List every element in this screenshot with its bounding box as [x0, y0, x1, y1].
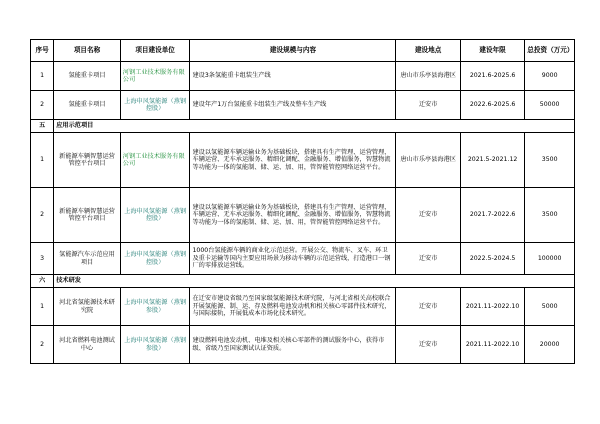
cell-name: 氢能重卡项目 [54, 91, 121, 120]
header-period: 建设年限 [460, 40, 524, 62]
cell-investment: 5000 [525, 288, 575, 326]
header-location: 建设地点 [396, 40, 460, 62]
cell-investment: 20000 [525, 326, 575, 364]
cell-period: 2021.7-2022.6 [460, 188, 524, 243]
table-row [31, 326, 575, 364]
cell-content: 建设以氢能源车辆运输业务为基础板块，搭建具有生产管理、运营管理、车辆运营、无车承运服务、精细化调配、金融服务、增值服务，智慧物流等功能为一体的氢能制、储、运、加、用，管智能管控网络运营平台。 [190, 188, 396, 243]
cell-unit: 上海申风氢能源（燕钢控股） [120, 188, 190, 243]
cell-no: 2 [31, 91, 54, 120]
cell-no: 1 [31, 133, 54, 188]
cell-period: 2021.5-2021.12 [460, 133, 524, 188]
cell-content: 1000台氢能源车辆的商业化示范运营。开展公交、物流车、叉车、环卫及重卡运输等国内主要应用场景为移动车辆的示范运营线，打造港口一钢厂的零排放运营线。 [190, 243, 396, 275]
header-investment: 总投资（万元） [525, 40, 575, 62]
cell-period: 2022.6-2025.6 [460, 91, 524, 120]
table-row [31, 243, 575, 275]
cell-period: 2021.11-2022.10 [460, 326, 524, 364]
cell-name: 新能源车辆智慧运营管控平台项目 [54, 133, 121, 188]
cell-content: 建设3条氢能重卡组装生产线 [190, 62, 396, 91]
cell-investment: 3500 [525, 188, 575, 243]
cell-name: 氢能源汽车示范应用项目 [54, 243, 121, 275]
cell-no: 1 [31, 62, 54, 91]
cell-content: 建设以氢能源车辆运输业务为基础板块，搭建具有生产管理、运营管理、车辆运营、无车承运服务、精细化调配、金融服务、增值服务，智慧物流等功能为一体的氢能制、储、运、加、用，管智能管控网络运营平台。 [190, 133, 396, 188]
cell-period: 2022.5-2024.5 [460, 243, 524, 275]
section-number: 五 [31, 120, 54, 133]
header-unit: 项目建设单位 [120, 40, 190, 62]
cell-name: 河北省氢能源技术研究院 [54, 288, 121, 326]
section-row [31, 275, 575, 288]
table-header-row [31, 40, 575, 62]
cell-investment: 9000 [525, 62, 575, 91]
cell-unit: 上海申风氢能源（燕钢控股） [120, 91, 190, 120]
cell-location: 唐山市乐亭县海港区 [396, 133, 460, 188]
cell-period: 2021.6-2025.6 [460, 62, 524, 91]
cell-investment: 3500 [525, 133, 575, 188]
cell-unit: 上海申风氢能源（燕钢参股） [120, 326, 190, 364]
cell-name: 河北省燃料电池测试中心 [54, 326, 121, 364]
cell-location: 唐山市乐亭县海港区 [396, 62, 460, 91]
cell-unit: 河钢工业技术服务有限公司 [120, 62, 190, 91]
cell-location: 迁安市 [396, 243, 460, 275]
section-title: 应用示范项目 [54, 120, 575, 133]
table-row [31, 133, 575, 188]
cell-content: 建设年产1万台氢能重卡组装生产线及整车生产线 [190, 91, 396, 120]
cell-content: 在迁安市建设省级乃至国家级氢能源技术研究院，与河北省相关高校联合开展氢能源、制、运、存及燃料电池发动机和相关核心零部件技术研究，与国际接轨，开展低成本市场化技术研究。 [190, 288, 396, 326]
cell-location: 迁安市 [396, 91, 460, 120]
cell-location: 迁安市 [396, 288, 460, 326]
section-number: 六 [31, 275, 54, 288]
cell-content: 建设燃料电池发动机、电堆及相关核心零部件的测试服务中心，获得市级、省级乃至国家测试认证资质。 [190, 326, 396, 364]
cell-no: 3 [31, 243, 54, 275]
header-content: 建设规模与内容 [190, 40, 396, 62]
table-row [31, 62, 575, 91]
header-no: 序号 [31, 40, 54, 62]
project-table [30, 39, 575, 364]
cell-unit: 河钢工业技术服务有限公司 [120, 133, 190, 188]
cell-no: 2 [31, 188, 54, 243]
cell-name: 氢能重卡项目 [54, 62, 121, 91]
cell-location: 迁安市 [396, 188, 460, 243]
cell-name: 新能源车辆智慧运营管控平台项目 [54, 188, 121, 243]
cell-no: 1 [31, 288, 54, 326]
cell-unit: 上海申风氢能源（燕钢参股） [120, 288, 190, 326]
cell-unit: 上海申风氢能源（燕钢控股） [120, 243, 190, 275]
header-name: 项目名称 [54, 40, 121, 62]
cell-location: 迁安市 [396, 326, 460, 364]
cell-investment: 100000 [525, 243, 575, 275]
section-title: 技术研发 [54, 275, 575, 288]
table-row [31, 91, 575, 120]
table-row [31, 288, 575, 326]
table-row [31, 188, 575, 243]
cell-no: 2 [31, 326, 54, 364]
cell-investment: 50000 [525, 91, 575, 120]
section-row [31, 120, 575, 133]
cell-period: 2021.11-2022.10 [460, 288, 524, 326]
